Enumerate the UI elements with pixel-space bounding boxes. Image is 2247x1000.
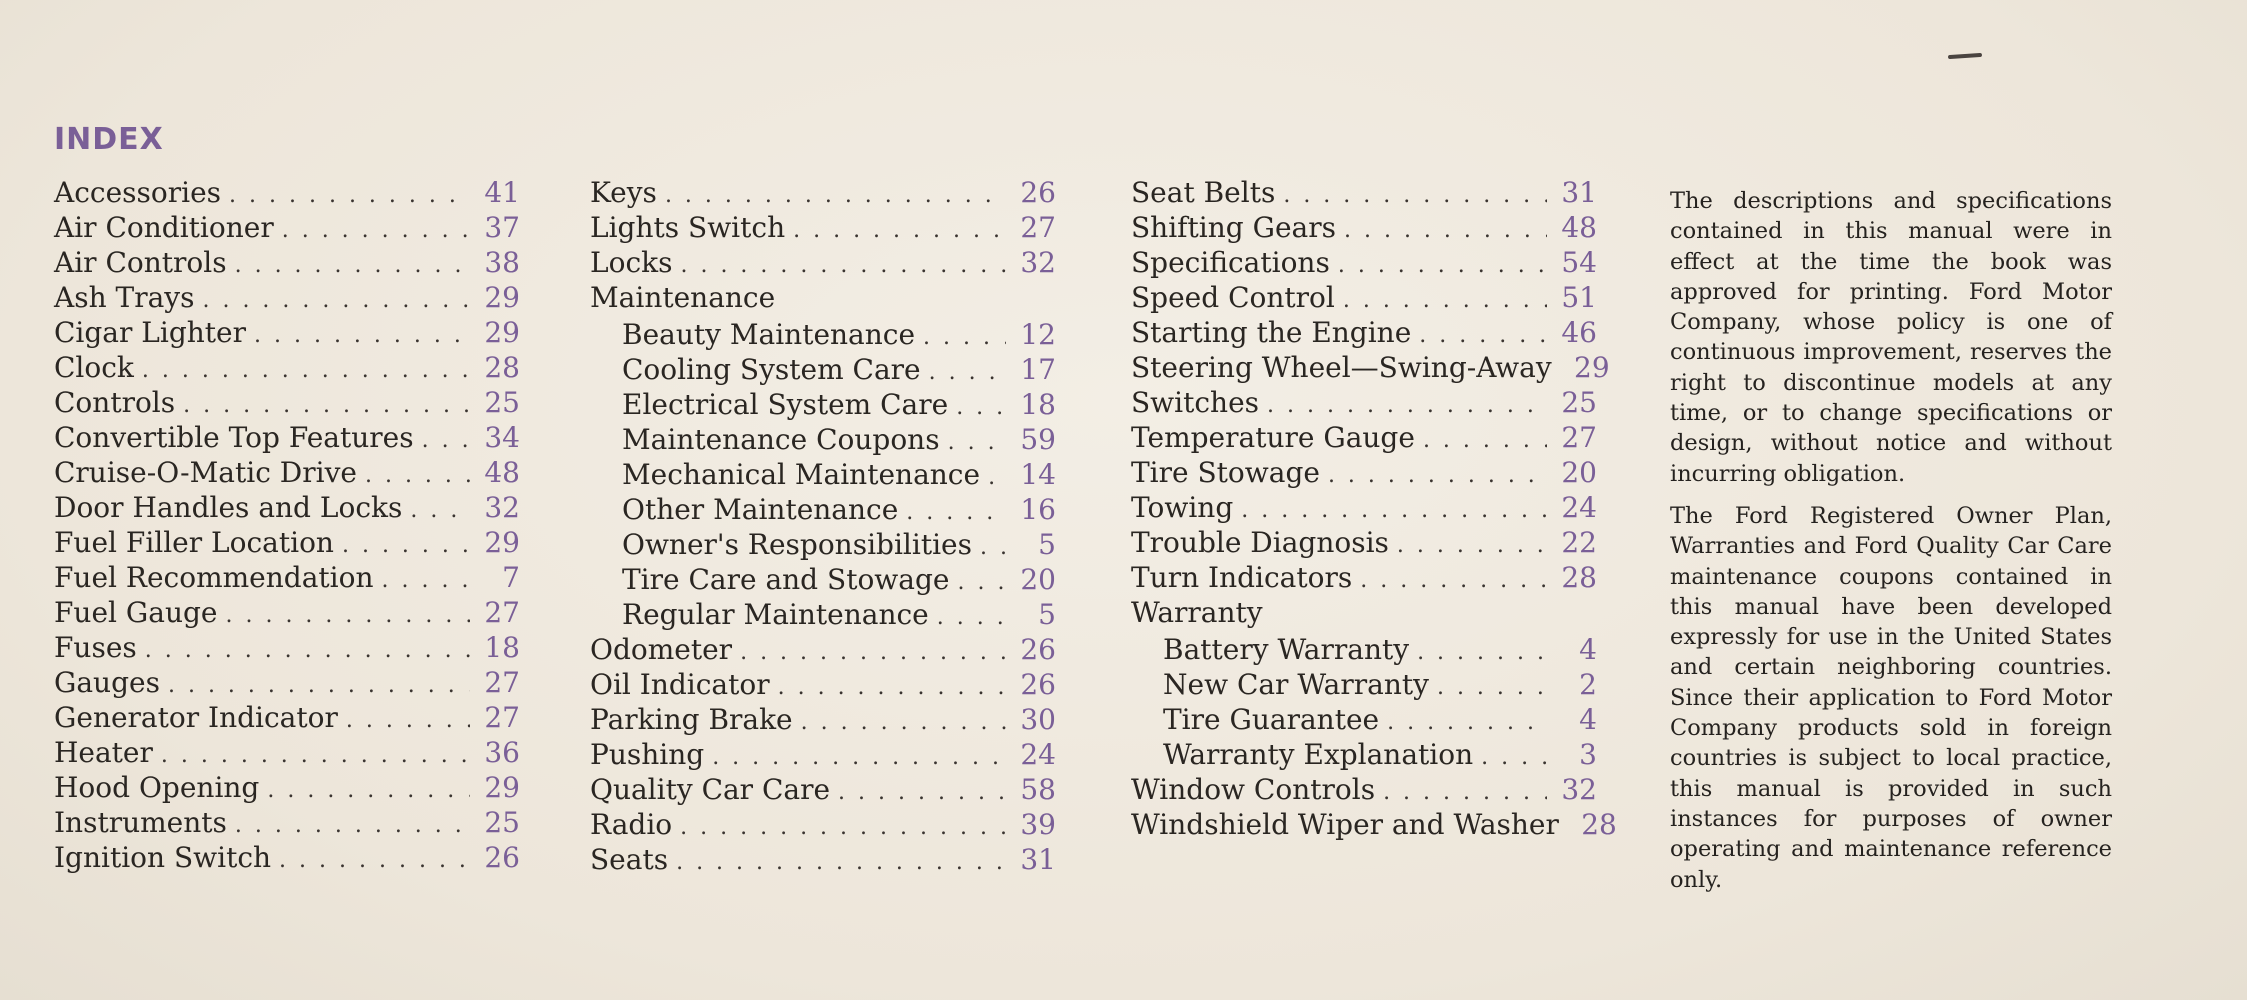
dot-leader xyxy=(168,668,470,703)
page-number: 2 xyxy=(1579,668,1597,701)
index-entry xyxy=(1131,385,1597,420)
dot-leader xyxy=(1383,775,1547,810)
dot-leader xyxy=(676,845,1006,880)
dot-leader xyxy=(145,633,470,668)
page-number: 29 xyxy=(484,281,520,314)
page-number: 25 xyxy=(1561,386,1597,419)
page-number: 27 xyxy=(484,701,520,734)
index-entry xyxy=(590,737,1056,772)
page-number: 36 xyxy=(484,736,520,769)
index-entry xyxy=(54,385,520,420)
page-number: 20 xyxy=(1561,456,1597,489)
entry-name: Lights Switch xyxy=(590,211,786,244)
dot-leader xyxy=(1437,670,1547,705)
dot-leader xyxy=(1343,283,1547,318)
page-number: 29 xyxy=(484,771,520,804)
page-number: 28 xyxy=(1561,561,1597,594)
entry-name: Keys xyxy=(590,176,657,209)
dot-leader xyxy=(235,248,470,283)
entry-name: Temperature Gauge xyxy=(1131,421,1415,454)
entry-name: Warranty xyxy=(1131,596,1263,629)
page-number: 17 xyxy=(1020,353,1056,386)
entry-name: Towing xyxy=(1131,491,1234,524)
entry-name: Odometer xyxy=(590,633,733,666)
dot-leader xyxy=(410,493,470,528)
page-number: 25 xyxy=(484,806,520,839)
index-entry xyxy=(1131,737,1597,772)
entry-name: Fuel Gauge xyxy=(54,596,218,629)
entry-name: Air Conditioner xyxy=(54,211,274,244)
index-heading xyxy=(1131,595,1597,632)
entry-name: Tire Care and Stowage xyxy=(622,563,950,596)
dot-leader xyxy=(948,425,1006,460)
dot-leader xyxy=(1241,493,1547,528)
index-entry xyxy=(590,632,1056,667)
dot-leader xyxy=(225,598,470,633)
page-number: 5 xyxy=(1038,598,1056,631)
index-entry xyxy=(1131,245,1597,280)
dot-leader xyxy=(778,670,1006,705)
page-number: 29 xyxy=(1574,351,1610,384)
page-number: 48 xyxy=(484,456,520,489)
dot-leader xyxy=(1397,528,1547,563)
index-entry xyxy=(54,490,520,525)
disclaimer-paragraph: The descriptions and specifications contained in this manual were in effect at the time the book was approved for printing. Ford Motor Company, whose policy is one of continuous improvement, reserves the right to discontinue models at any time, or to change specifications or design, without notice and without incurring obligation. xyxy=(1670,188,2112,487)
page-number: 32 xyxy=(484,491,520,524)
index-entry xyxy=(54,525,520,560)
entry-name: Parking Brake xyxy=(590,703,793,736)
index-entry xyxy=(590,527,1056,562)
entry-name: Owner's Responsibilities xyxy=(622,528,972,561)
index-entry xyxy=(1131,210,1597,245)
index-entry xyxy=(1131,350,1610,385)
page-number: 41 xyxy=(484,176,520,209)
dot-leader xyxy=(254,318,470,353)
dot-leader xyxy=(142,353,470,388)
index-entry xyxy=(1131,175,1597,210)
index-entry xyxy=(590,772,1056,807)
index-entry xyxy=(54,840,520,875)
page-number: 59 xyxy=(1020,423,1056,456)
dot-leader xyxy=(680,810,1006,845)
dot-leader xyxy=(740,635,1006,670)
dot-leader xyxy=(793,213,1006,248)
entry-name: Beauty Maintenance xyxy=(622,318,916,351)
dot-leader xyxy=(956,390,1006,425)
page-number: 30 xyxy=(1020,703,1056,736)
entry-name: Radio xyxy=(590,808,673,841)
index-entry xyxy=(1131,490,1597,525)
dot-leader xyxy=(279,843,470,878)
dot-leader xyxy=(838,775,1006,810)
index-entry xyxy=(1131,807,1617,842)
disclaimer-notes xyxy=(1670,186,2112,907)
entry-name: Seats xyxy=(590,843,669,876)
index-entry xyxy=(590,210,1056,245)
index-entry xyxy=(54,420,520,455)
entry-name: New Car Warranty xyxy=(1163,668,1429,701)
entry-name: Shifting Gears xyxy=(1131,211,1336,244)
entry-name: Steering Wheel—Swing-Away xyxy=(1131,351,1552,384)
entry-name: Electrical System Care xyxy=(622,388,949,421)
entry-name: Fuel Recommendation xyxy=(54,561,374,594)
entry-name: Accessories xyxy=(54,176,222,209)
dot-leader xyxy=(665,178,1006,213)
entry-name: Ash Trays xyxy=(54,281,195,314)
dot-leader xyxy=(267,773,470,808)
page-number: 51 xyxy=(1561,281,1597,314)
dot-leader xyxy=(988,460,1006,495)
page-number: 54 xyxy=(1561,246,1597,279)
entry-name: Heater xyxy=(54,736,153,769)
page-number: 26 xyxy=(1020,633,1056,666)
entry-name: Clock xyxy=(54,351,134,384)
index-entry xyxy=(590,457,1056,492)
page-number: 25 xyxy=(484,386,520,419)
index-entry xyxy=(54,630,520,665)
entry-name: Mechanical Maintenance xyxy=(622,458,981,491)
page-number: 27 xyxy=(1020,211,1056,244)
dot-leader xyxy=(1344,213,1547,248)
dot-leader xyxy=(1417,635,1547,670)
entry-name: Battery Warranty xyxy=(1163,633,1410,666)
dot-leader xyxy=(929,355,1006,390)
page-number: 32 xyxy=(1020,246,1056,279)
index-entry xyxy=(1131,455,1597,490)
dot-leader xyxy=(957,565,1006,600)
dot-leader xyxy=(801,705,1006,740)
entry-name: Hood Opening xyxy=(54,771,260,804)
index-entry xyxy=(54,595,520,630)
index-entry xyxy=(54,770,520,805)
dot-leader xyxy=(161,738,470,773)
dot-leader xyxy=(1423,423,1547,458)
entry-name: Pushing xyxy=(590,738,705,771)
entry-name: Regular Maintenance xyxy=(622,598,929,631)
page-number: 14 xyxy=(1020,458,1056,491)
index-entry xyxy=(54,350,520,385)
dot-leader xyxy=(1419,318,1547,353)
page-number: 38 xyxy=(484,246,520,279)
dot-leader xyxy=(229,178,470,213)
entry-name: Tire Guarantee xyxy=(1163,703,1380,736)
entry-name: Speed Control xyxy=(1131,281,1335,314)
page-number: 39 xyxy=(1020,808,1056,841)
index-entry xyxy=(54,455,520,490)
page-number: 31 xyxy=(1561,176,1597,209)
entry-name: Warranty Explanation xyxy=(1163,738,1474,771)
dot-leader xyxy=(422,423,470,458)
dot-leader xyxy=(1283,178,1547,213)
page-number: 26 xyxy=(1020,668,1056,701)
index-entry xyxy=(590,667,1056,702)
page-number: 4 xyxy=(1579,703,1597,736)
dot-leader xyxy=(365,458,470,493)
index-column-2 xyxy=(590,175,1056,877)
entry-name: Other Maintenance xyxy=(622,493,899,526)
index-entry xyxy=(590,842,1056,877)
index-entry xyxy=(1131,420,1597,455)
dot-leader xyxy=(1360,563,1547,598)
index-entry xyxy=(590,492,1056,527)
page-number: 18 xyxy=(1020,388,1056,421)
page-number: 24 xyxy=(1020,738,1056,771)
dot-leader xyxy=(980,530,1006,565)
entry-name: Turn Indicators xyxy=(1131,561,1353,594)
page-number: 29 xyxy=(484,316,520,349)
dot-leader xyxy=(342,528,470,563)
page-number: 34 xyxy=(484,421,520,454)
entry-name: Controls xyxy=(54,386,176,419)
index-heading xyxy=(590,280,1056,317)
page-number: 20 xyxy=(1020,563,1056,596)
page-number: 28 xyxy=(1581,808,1617,841)
disclaimer-paragraph: The Ford Registered Owner Plan, Warranties and Ford Quality Car Care maintenance coupons contained in this manual have been developed expressly for use in the United States and certain neighboring countries. Since their application to Ford Motor Company products sold in foreign countries is subject to local practice, this manual is provided in such instances for purposes of owner operating and maintenance reference only. xyxy=(1670,502,2112,893)
index-entry xyxy=(590,387,1056,422)
page-number: 29 xyxy=(484,526,520,559)
index-entry xyxy=(590,562,1056,597)
index-entry xyxy=(1131,772,1597,807)
entry-name: Tire Stowage xyxy=(1131,456,1320,489)
page-title: INDEX xyxy=(54,122,164,157)
entry-name: Switches xyxy=(1131,386,1260,419)
page-number: 27 xyxy=(484,666,520,699)
entry-name: Convertible Top Features xyxy=(54,421,414,454)
entry-name: Generator Indicator xyxy=(54,701,338,734)
index-entry xyxy=(54,665,520,700)
entry-name: Starting the Engine xyxy=(1131,316,1412,349)
index-entry xyxy=(1131,560,1597,595)
index-entry xyxy=(590,352,1056,387)
page-number: 12 xyxy=(1020,318,1056,351)
index-entry xyxy=(1131,632,1597,667)
dot-leader xyxy=(1328,458,1547,493)
entry-name: Maintenance xyxy=(590,281,776,314)
index-entry xyxy=(1131,315,1597,350)
page-number: 58 xyxy=(1020,773,1056,806)
index-entry xyxy=(1131,525,1597,560)
page-number: 4 xyxy=(1579,633,1597,666)
entry-name: Cooling System Care xyxy=(622,353,921,386)
index-entry xyxy=(54,210,520,245)
entry-name: Windshield Wiper and Washer xyxy=(1131,808,1559,841)
dot-leader xyxy=(937,600,1006,635)
page-number: 24 xyxy=(1561,491,1597,524)
index-entry xyxy=(1131,702,1597,737)
dot-leader xyxy=(1338,248,1547,283)
page-number: 27 xyxy=(1561,421,1597,454)
dot-leader xyxy=(282,213,470,248)
index-entry xyxy=(590,245,1056,280)
page-number: 31 xyxy=(1020,843,1056,876)
index-entry xyxy=(54,700,520,735)
index-entry xyxy=(590,422,1056,457)
entry-name: Ignition Switch xyxy=(54,841,272,874)
entry-name: Air Controls xyxy=(54,246,227,279)
page-number: 7 xyxy=(502,561,520,594)
entry-name: Specifications xyxy=(1131,246,1330,279)
dot-leader xyxy=(235,808,470,843)
index-entry xyxy=(54,245,520,280)
page-number: 3 xyxy=(1579,738,1597,771)
pen-mark xyxy=(1948,53,1982,59)
entry-name: Fuel Filler Location xyxy=(54,526,334,559)
dot-leader xyxy=(923,320,1006,355)
page-number: 22 xyxy=(1561,526,1597,559)
page-number: 48 xyxy=(1561,211,1597,244)
entry-name: Window Controls xyxy=(1131,773,1376,806)
page-number: 18 xyxy=(484,631,520,664)
entry-name: Instruments xyxy=(54,806,227,839)
page-number: 26 xyxy=(1020,176,1056,209)
dot-leader xyxy=(1481,740,1547,775)
page-number: 46 xyxy=(1561,316,1597,349)
dot-leader xyxy=(202,283,470,318)
index-entry xyxy=(1131,667,1597,702)
index-entry xyxy=(54,735,520,770)
entry-name: Cruise-O-Matic Drive xyxy=(54,456,357,489)
page-number: 26 xyxy=(484,841,520,874)
index-entry xyxy=(590,807,1056,842)
index-entry xyxy=(590,317,1056,352)
entry-name: Door Handles and Locks xyxy=(54,491,403,524)
index-entry xyxy=(54,175,520,210)
index-entry xyxy=(54,315,520,350)
index-entry xyxy=(1131,280,1597,315)
index-column-1 xyxy=(54,175,520,875)
entry-name: Fuses xyxy=(54,631,137,664)
page-number: 5 xyxy=(1038,528,1056,561)
dot-leader xyxy=(1387,705,1547,740)
entry-name: Gauges xyxy=(54,666,160,699)
dot-leader xyxy=(712,740,1006,775)
entry-name: Quality Car Care xyxy=(590,773,831,806)
index-entry xyxy=(590,175,1056,210)
entry-name: Trouble Diagnosis xyxy=(1131,526,1389,559)
entry-name: Locks xyxy=(590,246,673,279)
index-column-3 xyxy=(1131,175,1617,842)
page-number: 28 xyxy=(484,351,520,384)
page-number: 27 xyxy=(484,596,520,629)
dot-leader xyxy=(906,495,1006,530)
dot-leader xyxy=(680,248,1006,283)
dot-leader xyxy=(346,703,470,738)
index-entry xyxy=(590,702,1056,737)
page-number: 37 xyxy=(484,211,520,244)
page-number: 16 xyxy=(1020,493,1056,526)
index-entry xyxy=(54,805,520,840)
index-entry xyxy=(590,597,1056,632)
dot-leader xyxy=(382,563,471,598)
entry-name: Cigar Lighter xyxy=(54,316,246,349)
entry-name: Maintenance Coupons xyxy=(622,423,940,456)
dot-leader xyxy=(1267,388,1547,423)
index-entry xyxy=(54,560,520,595)
entry-name: Seat Belts xyxy=(1131,176,1276,209)
dot-leader xyxy=(183,388,470,423)
index-entry xyxy=(54,280,520,315)
page-number: 32 xyxy=(1561,773,1597,806)
entry-name: Oil Indicator xyxy=(590,668,770,701)
